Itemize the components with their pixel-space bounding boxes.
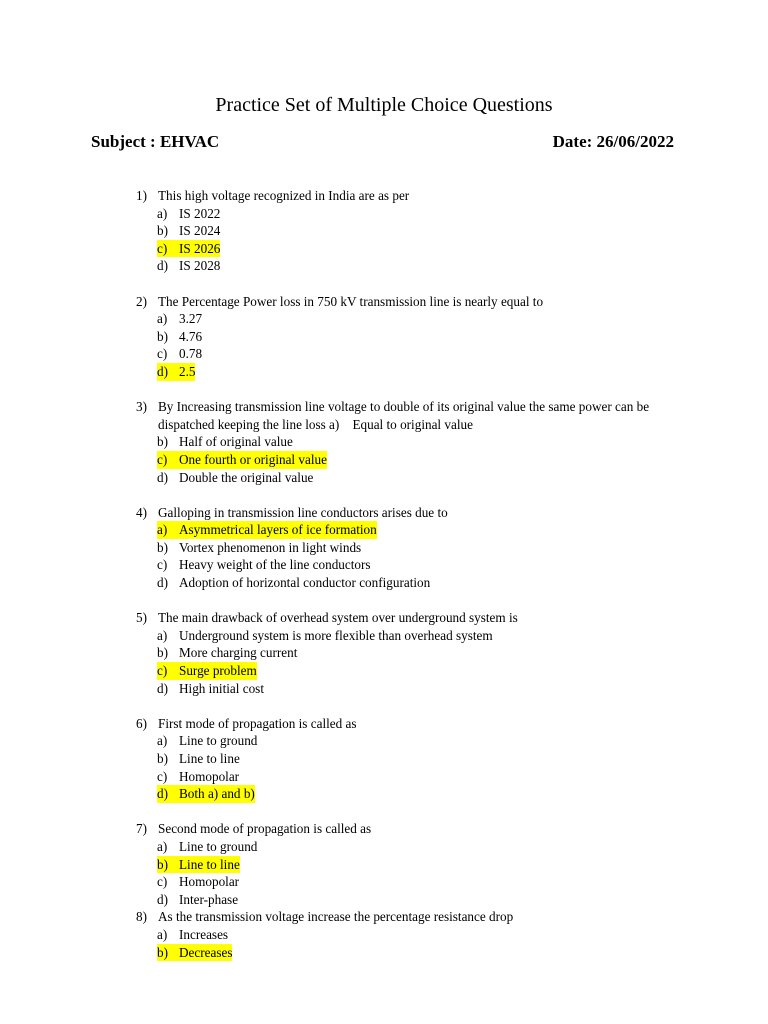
option-text: Double the original value: [179, 469, 314, 485]
correct-answer-highlight: [157, 856, 240, 874]
option-letter: b): [157, 751, 168, 766]
option-text: Line to line: [179, 751, 240, 766]
option-row: [157, 574, 768, 592]
option-row: [157, 433, 768, 451]
option-letter: a): [157, 627, 168, 643]
option-content: [157, 574, 430, 592]
option-letter: d): [157, 680, 168, 696]
option-content: [157, 750, 240, 768]
option-letter: c): [157, 557, 168, 573]
option-content: [157, 838, 257, 856]
option-row: [157, 328, 768, 346]
option-row: [157, 873, 768, 891]
option-text: More charging current: [179, 645, 298, 661]
option-letter: b): [157, 944, 168, 960]
option-row: [157, 856, 768, 874]
question-7: [0, 820, 768, 908]
option-text: IS 2022: [179, 205, 221, 221]
option-letter: d): [157, 786, 168, 802]
option-text: Heavy weight of the line conductors: [179, 557, 371, 573]
option-text: Half of original value: [179, 434, 293, 450]
option-letter: c): [157, 451, 168, 467]
option-letter: a): [157, 926, 168, 942]
option-text: Homopolar: [179, 874, 240, 890]
option-text: Surge problem: [179, 663, 257, 679]
option-content: [157, 222, 220, 240]
option-text: 0.78: [179, 346, 203, 362]
question-3: [0, 398, 768, 486]
option-letter: d): [157, 258, 168, 274]
option-content: [157, 891, 238, 909]
question-1: [0, 187, 768, 275]
option-text: Underground system is more flexible than overhead system: [179, 627, 493, 643]
option-content: [157, 345, 202, 363]
option-content: [157, 732, 257, 750]
option-row: [157, 662, 768, 680]
question-number: 7): [136, 821, 147, 837]
option-letter: c): [157, 346, 168, 362]
correct-answer-highlight: [157, 451, 327, 469]
option-text: IS 2028: [179, 258, 221, 274]
option-text: Vortex phenomenon in light winds: [179, 539, 362, 555]
question-text: The main drawback of overhead system over underground system is: [158, 610, 518, 626]
option-row: [157, 891, 768, 909]
option-letter: d): [157, 469, 168, 485]
option-text: Adoption of horizontal conductor configuration: [179, 575, 431, 591]
question-line: [0, 908, 768, 926]
option-row: [157, 944, 768, 962]
option-text: Line to ground: [179, 733, 258, 749]
option-text: Asymmetrical layers of ice formation: [179, 522, 377, 538]
option-row: [157, 644, 768, 662]
option-row: [157, 838, 768, 856]
date-label: Date: 26/06/2022: [552, 132, 674, 151]
correct-answer-highlight: [157, 363, 195, 381]
question-number: 3): [136, 399, 147, 415]
option-row: [157, 539, 768, 557]
option-content: [157, 469, 313, 487]
option-letter: a): [157, 522, 168, 538]
option-text: 4.76: [179, 328, 203, 344]
correct-answer-highlight: [157, 240, 220, 258]
option-content: [157, 328, 202, 346]
question-text-continuation: dispatched keeping the line loss a) Equal to original value: [158, 416, 473, 432]
option-letter: b): [157, 434, 168, 450]
option-row: [157, 345, 768, 363]
option-content: [157, 310, 202, 328]
option-content: [157, 433, 293, 451]
question-line: [0, 609, 768, 627]
question-8: [0, 908, 768, 961]
option-text: Decreases: [179, 944, 233, 960]
option-text: Inter-phase: [179, 891, 239, 907]
option-letter: a): [157, 311, 168, 327]
question-6: [0, 715, 768, 803]
option-content: [157, 205, 220, 223]
question-text: By Increasing transmission line voltage to double of its original value the same power can be: [158, 399, 650, 415]
option-row: [157, 680, 768, 698]
option-content: [157, 644, 297, 662]
question-list: [0, 187, 768, 979]
option-row: [157, 926, 768, 944]
option-letter: d): [157, 891, 168, 907]
option-text: IS 2024: [179, 223, 221, 239]
option-letter: c): [157, 768, 168, 784]
question-number: 2): [136, 293, 147, 309]
option-row: [157, 222, 768, 240]
option-row: [157, 363, 768, 381]
question-text: Galloping in transmission line conductors arises due to: [158, 504, 448, 520]
option-row: [157, 732, 768, 750]
option-content: [157, 556, 371, 574]
question-number: 1): [136, 188, 147, 203]
question-number: 5): [136, 610, 147, 626]
option-row: [157, 750, 768, 768]
option-letter: c): [157, 663, 168, 679]
option-content: [157, 873, 239, 891]
option-letter: d): [157, 363, 168, 379]
question-text: This high voltage recognized in India are as per: [158, 188, 410, 203]
option-row: [157, 451, 768, 469]
option-text: IS 2026: [179, 240, 221, 256]
option-text: 2.5: [179, 363, 196, 379]
page-title: Practice Set of Multiple Choice Questions: [215, 94, 553, 116]
option-text: Increases: [179, 926, 229, 942]
question-line: [0, 398, 768, 416]
option-content: [157, 680, 264, 698]
question-text: First mode of propagation is called as: [158, 715, 357, 731]
option-letter: d): [157, 575, 168, 591]
option-text: High initial cost: [179, 680, 264, 696]
option-row: [157, 469, 768, 487]
question-line: [0, 715, 768, 733]
question-line: [0, 504, 768, 522]
option-letter: a): [157, 733, 168, 749]
correct-answer-highlight: [157, 662, 257, 680]
correct-answer-highlight: [157, 521, 377, 539]
option-row: [157, 785, 768, 803]
option-content: [157, 926, 228, 944]
option-letter: b): [157, 539, 168, 555]
option-letter: a): [157, 205, 168, 221]
option-content: [157, 627, 493, 645]
question-number: 8): [136, 909, 147, 925]
option-row: [157, 556, 768, 574]
option-letter: c): [157, 874, 168, 890]
correct-answer-highlight: [157, 785, 255, 803]
question-2: [0, 293, 768, 381]
question-line: [0, 820, 768, 838]
option-content: [157, 257, 220, 275]
question-text: Second mode of propagation is called as: [158, 821, 372, 837]
option-row: [157, 257, 768, 275]
option-row: [157, 205, 768, 223]
question-line: [0, 187, 768, 205]
option-text: Both a) and b): [179, 786, 255, 802]
option-text: 3.27: [179, 311, 203, 327]
question-line: [0, 293, 768, 311]
option-letter: b): [157, 645, 168, 661]
question-number: 4): [136, 504, 147, 520]
option-text: Homopolar: [179, 768, 240, 784]
option-letter: b): [157, 856, 168, 872]
option-letter: c): [157, 240, 168, 256]
option-content: [157, 768, 239, 786]
option-letter: b): [157, 223, 168, 239]
question-number: 6): [136, 715, 147, 731]
option-row: [157, 627, 768, 645]
option-text: Line to ground: [179, 838, 258, 854]
question-text: The Percentage Power loss in 750 kV transmission line is nearly equal to: [158, 293, 544, 309]
option-letter: b): [157, 328, 168, 344]
option-text: One fourth or original value: [179, 451, 327, 467]
option-content: [157, 539, 361, 557]
subject-label: Subject : EHVAC: [91, 132, 220, 151]
option-row: [157, 521, 768, 539]
option-row: [157, 310, 768, 328]
option-letter: a): [157, 838, 168, 854]
correct-answer-highlight: [157, 944, 232, 962]
question-5: [0, 609, 768, 697]
question-4: [0, 504, 768, 592]
option-text: Line to line: [179, 856, 240, 872]
option-row: [157, 240, 768, 258]
question-text: As the transmission voltage increase the percentage resistance drop: [158, 909, 514, 925]
option-row: [157, 768, 768, 786]
